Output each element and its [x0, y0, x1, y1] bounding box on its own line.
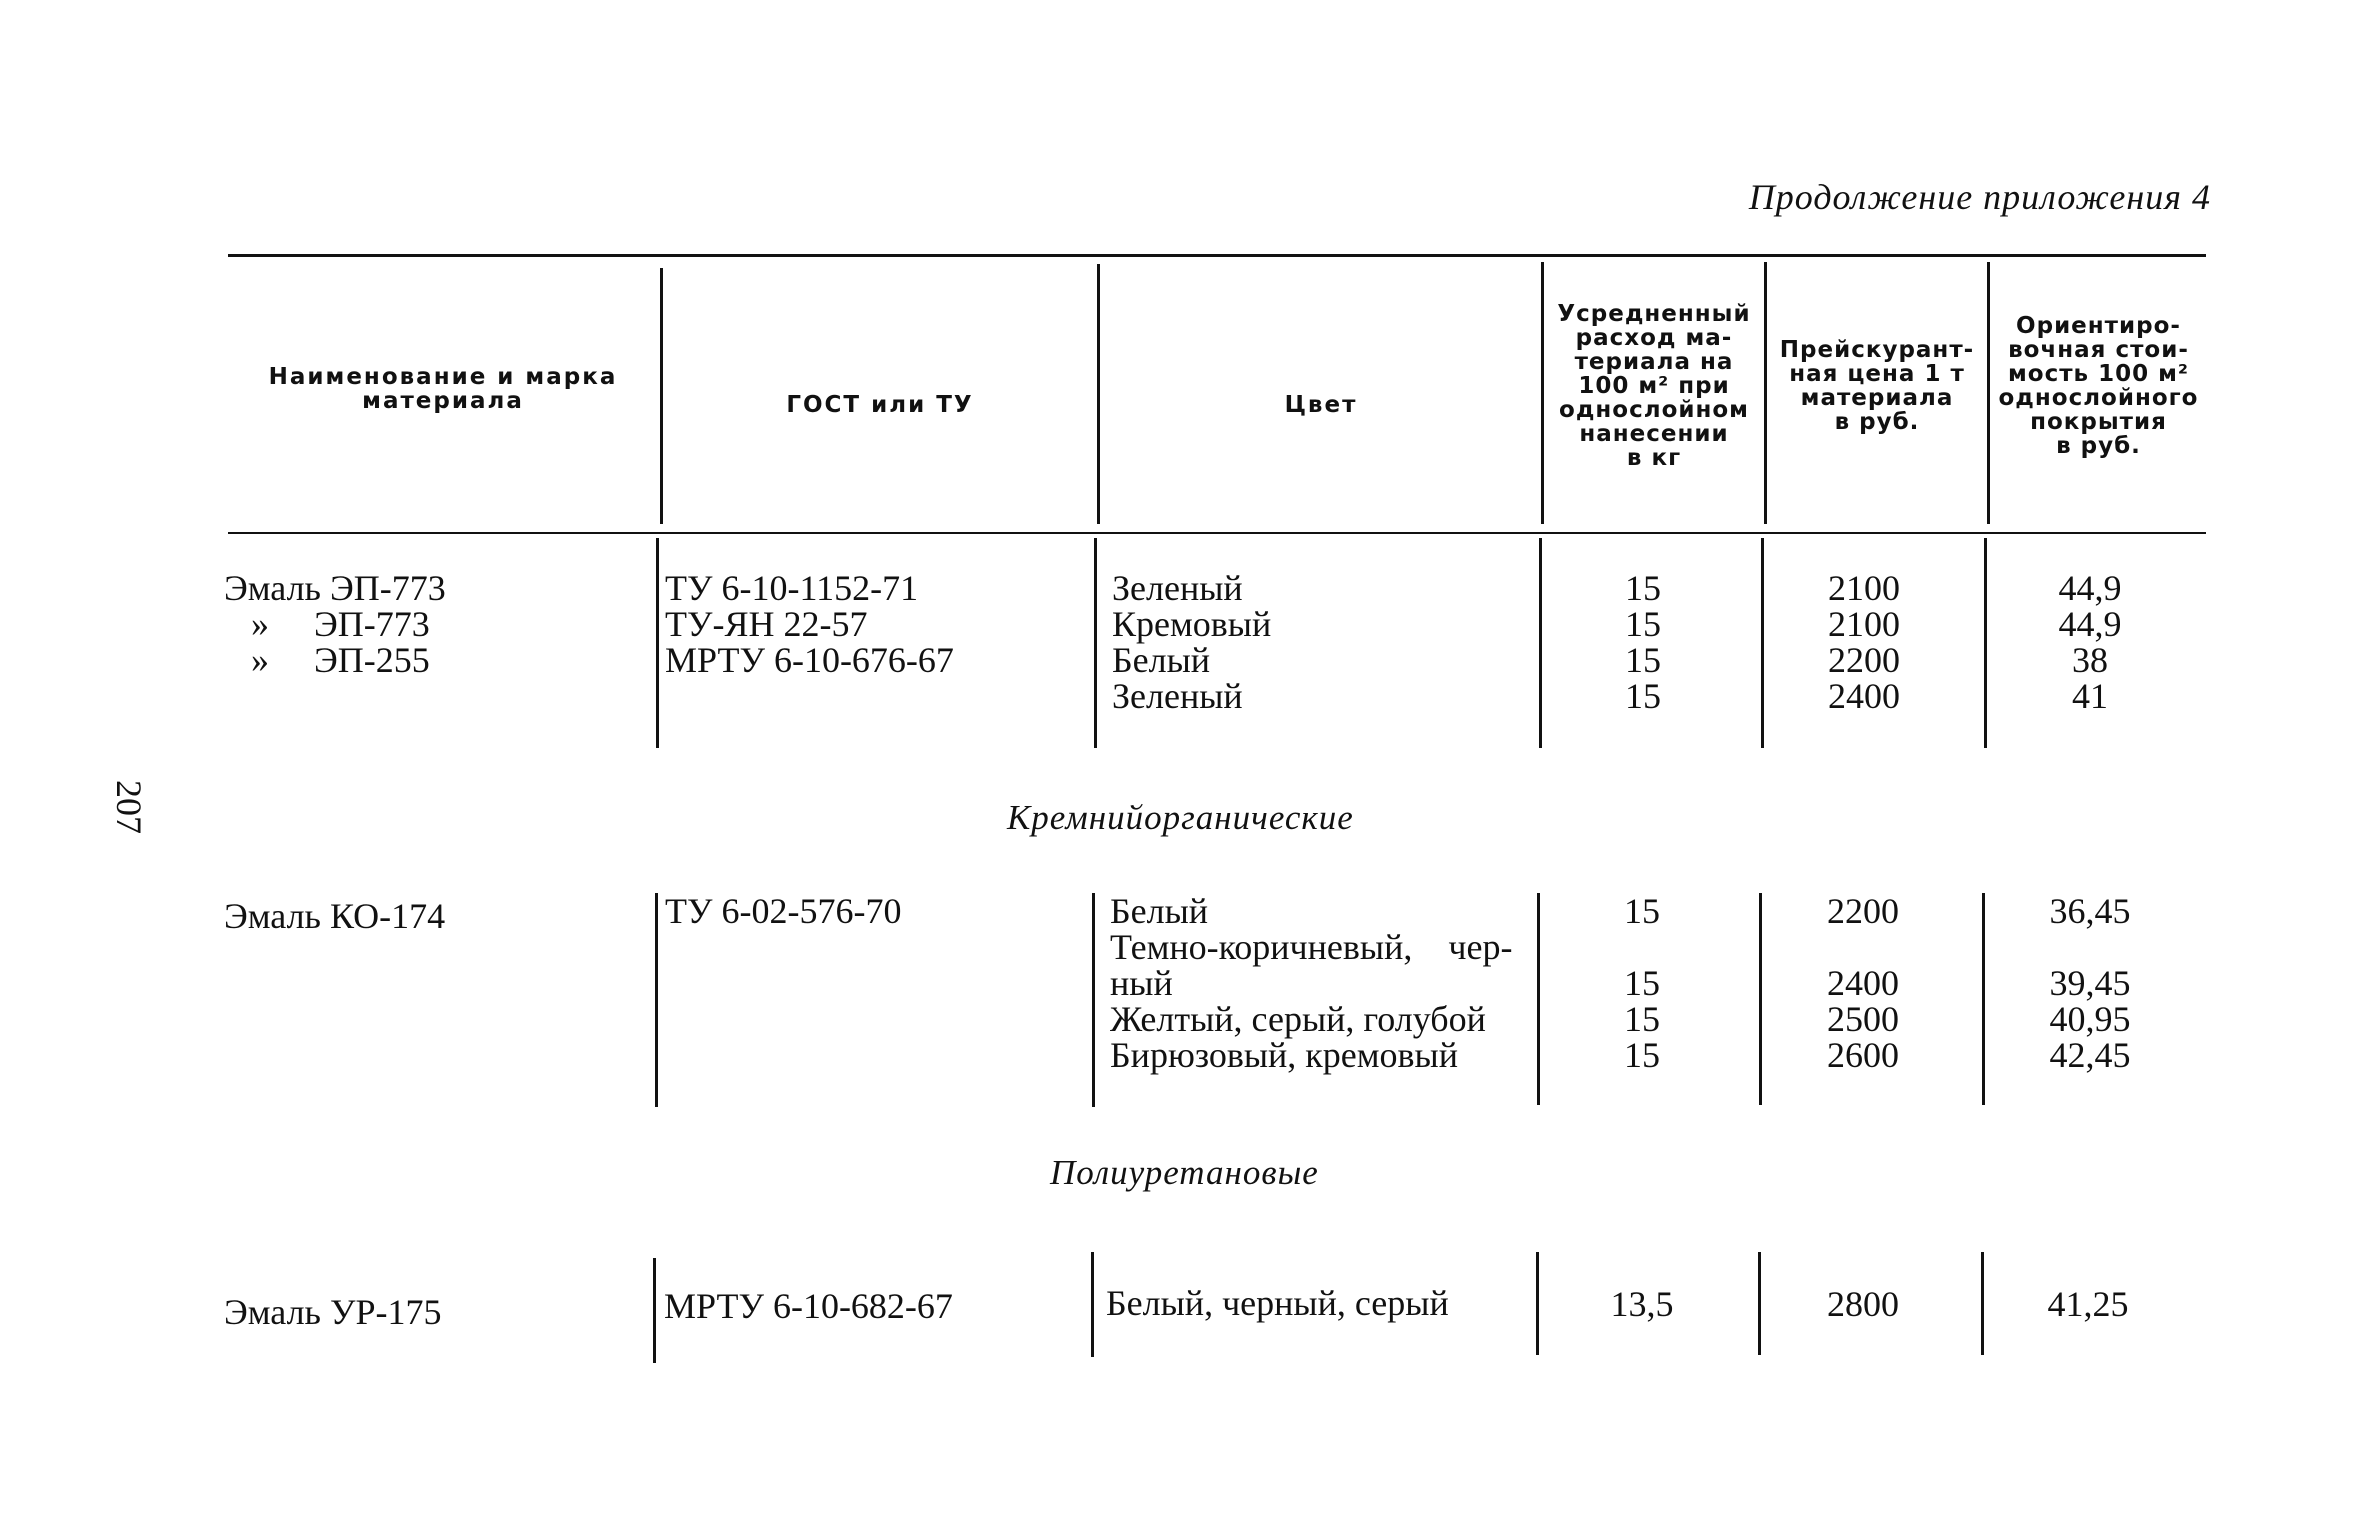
consumption-values: 15 15 15 15: [1624, 891, 1660, 1075]
consumption-values: 13,5: [1610, 1284, 1674, 1324]
header-divider: [1541, 262, 1544, 524]
material-name: Эмаль УР-175: [224, 1292, 442, 1332]
page-title: Продолжение приложения 4: [1748, 177, 2211, 217]
column-divider: [1091, 1252, 1094, 1357]
table-top-rule: [228, 254, 2206, 257]
column-divider: [1758, 1252, 1761, 1355]
color-list: Белый Темно-коричневый, чер- ный Желтый, серый, голубой Бирюзовый, кремовый: [1110, 891, 1513, 1075]
column-divider: [1984, 538, 1987, 748]
header-divider: [1097, 264, 1100, 524]
column-divider: [1981, 1252, 1984, 1355]
header-name: Наименование и марка материала: [268, 364, 618, 414]
price-values: 2800: [1827, 1284, 1899, 1324]
column-divider: [655, 893, 658, 1107]
column-divider: [653, 1258, 656, 1363]
cost-values: 44,9 44,9 38 41: [2058, 568, 2122, 716]
header-divider: [1987, 262, 1990, 524]
header-divider: [660, 268, 663, 524]
column-divider: [1761, 538, 1764, 748]
column-divider: [1092, 893, 1095, 1107]
column-divider: [1759, 893, 1762, 1105]
column-divider: [1094, 538, 1097, 748]
material-name: Эмаль КО-174: [224, 896, 446, 936]
consumption-values: 15 15 15 15: [1625, 568, 1661, 716]
price-values: 2200 2400 2500 2600: [1827, 891, 1899, 1075]
header-cost: Ориентиро- вочная стои- мость 100 м² однослойного покрытия в руб.: [1998, 313, 2199, 459]
color-list: Зеленый Кремовый Белый Зеленый: [1112, 568, 1272, 716]
gost-code: ТУ 6-02-576-70: [665, 891, 902, 931]
header-gost: ГОСТ или ТУ: [786, 392, 974, 418]
material-name: Эмаль ЭП-773 » ЭП-773 » ЭП-255: [224, 568, 446, 680]
header-price: Прейскурант- ная цена 1 т материала в руб.: [1779, 337, 1975, 435]
column-divider: [1982, 893, 1985, 1105]
page-number: 207: [109, 780, 149, 834]
column-divider: [1536, 1252, 1539, 1355]
column-divider: [1537, 893, 1540, 1105]
color-list: Белый, черный, серый: [1106, 1283, 1449, 1323]
column-divider: [1539, 538, 1542, 748]
cost-values: 36,45 39,45 40,95 42,45: [2049, 891, 2131, 1075]
header-color: Цвет: [1284, 392, 1358, 418]
gost-code: МРТУ 6-10-682-67: [664, 1286, 953, 1326]
section-heading: Полиуретановые: [1050, 1153, 1319, 1192]
column-divider: [656, 538, 659, 748]
cost-values: 41,25: [2047, 1284, 2129, 1324]
gost-code: ТУ 6-10-1152-71 ТУ-ЯН 22-57 МРТУ 6-10-676-67: [665, 568, 954, 680]
section-heading: Кремнийорганические: [1007, 798, 1354, 837]
header-consumption: Усредненный расход ма- териала на 100 м² при однослойном нанесении в кг: [1557, 301, 1751, 471]
price-values: 2100 2100 2200 2400: [1828, 568, 1900, 716]
header-bottom-rule: [228, 532, 2206, 534]
header-divider: [1764, 262, 1767, 524]
